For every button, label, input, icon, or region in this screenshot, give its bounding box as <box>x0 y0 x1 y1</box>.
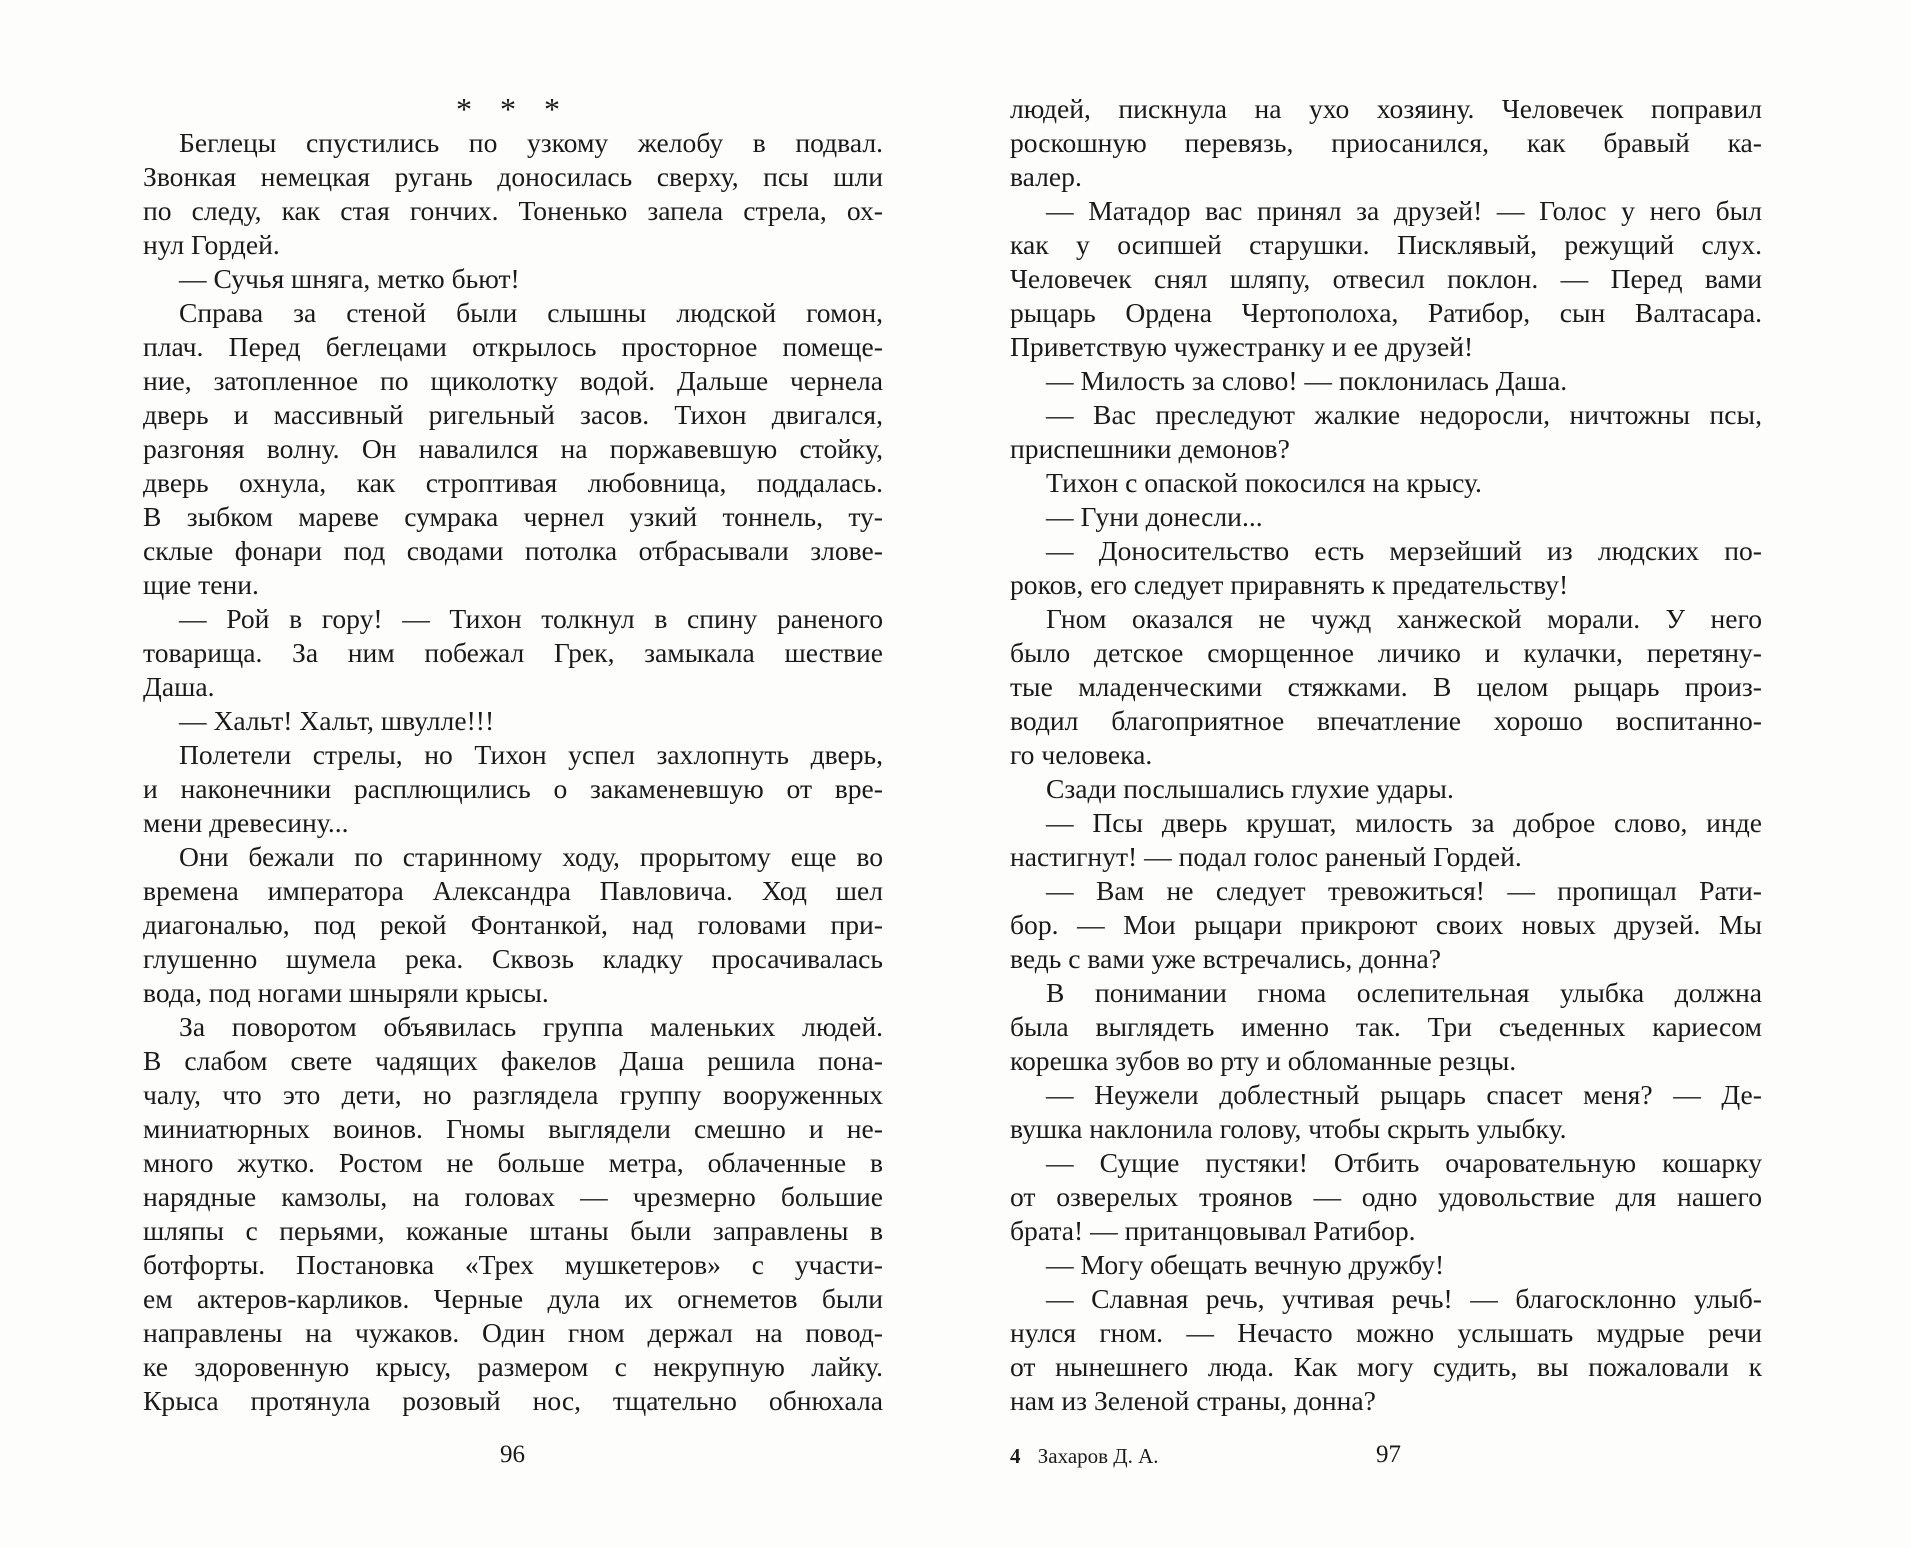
text-line: бор. — Мои рыцари прикроют своих новых друзей. Мы <box>1010 909 1762 940</box>
text-line: было детское сморщенное личико и кулачки, перетяну- <box>1010 637 1762 668</box>
text-line: В понимании гнома ослепительная улыбка должна <box>1046 977 1762 1008</box>
text-line: по следу, как стая гончих. Тоненько запела стрела, ох- <box>143 195 883 226</box>
text-line: шляпы с перьями, кожаные штаны были заправлены в <box>143 1215 883 1246</box>
text-line: — Сучья шняга, метко бьют! <box>179 263 520 294</box>
text-line: мени древесину... <box>143 807 349 838</box>
text-line: — Неужели доблестный рыцарь спасет меня? — Де- <box>1046 1079 1762 1110</box>
text-line: роков, его следует приравнять к предательству! <box>1010 569 1569 600</box>
text-line: Беглецы спустились по узкому желобу в подвал. <box>179 127 883 158</box>
text-line: нул Гордей. <box>143 229 280 260</box>
text-line: Они бежали по старинному ходу, прорытому еще во <box>179 841 883 872</box>
text-line: Человечек снял шляпу, отвесил поклон. — Перед вами <box>1010 263 1762 294</box>
text-line: времена императора Александра Павловича. Ход шел <box>143 875 883 906</box>
text-line: от озверелых троянов — одно удовольствие для нашего <box>1010 1181 1762 1212</box>
text-line: щие тени. <box>143 569 259 600</box>
text-line: — Матадор вас принял за друзей! — Голос у него был <box>1046 195 1762 226</box>
text-line: го человека. <box>1010 739 1153 770</box>
text-line: — Доносительство есть мерзейший из людских по- <box>1046 535 1762 566</box>
text-line: от нынешнего люда. Как могу судить, вы пожаловали к <box>1010 1351 1762 1382</box>
page-number-right: 97 <box>1376 1441 1401 1468</box>
text-line: товарища. За ним побежал Грек, замыкала шествие <box>143 637 883 668</box>
text-line: В слабом свете чадящих факелов Даша решила пона- <box>143 1045 883 1076</box>
text-line: Полетели стрелы, но Тихон успел захлопнуть дверь, <box>179 739 883 770</box>
text-line: разгоняя волну. Он навалился на поржавевшую стойку, <box>143 433 883 464</box>
text-line: и наконечники расплющились о закаменевшую от вре- <box>143 773 883 804</box>
text-line: ке здоровенную крысу, размером с некрупную лайку. <box>143 1351 883 1382</box>
text-line: брата! — пританцовывал Ратибор. <box>1010 1215 1416 1246</box>
text-line: ведь с вами уже встречались, донна? <box>1010 943 1442 974</box>
page-number-left: 96 <box>500 1441 525 1468</box>
text-line: Сзади послышались глухие удары. <box>1046 773 1454 804</box>
text-line: глушенно шумела река. Сквозь кладку просачивалась <box>143 943 883 974</box>
text-line: Приветствую чужестранку и ее друзей! <box>1010 331 1474 362</box>
text-line: — Милость за слово! — поклонилась Даша. <box>1046 365 1568 396</box>
text-line: диагональю, под рекой Фонтанкой, над головами при- <box>143 909 883 940</box>
text-line: чалу, что это дети, но разглядела группу вооруженных <box>143 1079 883 1110</box>
text-line: много жутко. Ростом не больше метра, облаченные в <box>143 1147 883 1178</box>
right-page-text <box>1010 92 1762 1418</box>
text-line: — Псы дверь крушат, милость за доброе слово, инде <box>1046 807 1762 838</box>
text-line: приспешники демонов? <box>1010 433 1290 464</box>
text-line: Справа за стеной были слышны людской гомон, <box>179 297 883 328</box>
text-line: водил благоприятное впечатление хорошо воспитанно- <box>1010 705 1762 736</box>
text-line: людей, пискнула на ухо хозяину. Человечек поправил <box>1010 93 1762 124</box>
text-line: плач. Перед беглецами открылось просторное помеще- <box>143 331 883 362</box>
text-line: Крыса протянула розовый нос, тщательно обнюхала <box>143 1385 883 1416</box>
signature-number: 4 <box>1010 1444 1021 1468</box>
text-line: — Хальт! Хальт, швулле!!! <box>179 705 495 736</box>
text-line: настигнут! — подал голос раненый Гордей. <box>1010 841 1522 872</box>
text-line: нарядные камзолы, на головах — чрезмерно большие <box>143 1181 883 1212</box>
text-line: направлены на чужаков. Один гном держал на повод- <box>143 1317 883 1348</box>
text-line: — Вам не следует тревожиться! — пропищал Рати- <box>1046 875 1762 906</box>
text-line: В зыбком мареве сумрака чернел узкий тоннель, ту- <box>143 501 883 532</box>
section-separator: * * * <box>456 91 570 127</box>
text-line: тые младенческими стяжками. В целом рыцарь произ- <box>1010 671 1762 702</box>
text-line: склые фонари под сводами потолка отбрасывали злове- <box>143 535 883 566</box>
text-line: рыцарь Ордена Чертополоха, Ратибор, сын Валтасара. <box>1010 297 1762 328</box>
text-line: Даша. <box>143 671 215 702</box>
printer-signature <box>1010 1442 1159 1470</box>
text-line: — Могу обещать вечную дружбу! <box>1046 1249 1445 1280</box>
left-page-text <box>143 126 883 1418</box>
text-line: как у осипшей старушки. Писклявый, режущий слух. <box>1010 229 1762 260</box>
text-line: дверь и массивный ригельный засов. Тихон двигался, <box>143 399 883 430</box>
text-line: Тихон с опаской покосился на крысу. <box>1046 467 1482 498</box>
text-line: миниатюрных воинов. Гномы выглядели смешно и не- <box>143 1113 883 1144</box>
text-line: — Сущие пустяки! Отбить очаровательную кошарку <box>1046 1147 1762 1178</box>
text-line: За поворотом объявилась группа маленьких людей. <box>179 1011 883 1042</box>
text-line: нам из Зеленой страны, донна? <box>1010 1385 1376 1416</box>
text-line: ем актеров-карликов. Черные дула их огнеметов были <box>143 1283 883 1314</box>
text-line: ботфорты. Постановка «Трех мушкетеров» с участи- <box>143 1249 883 1280</box>
text-line: роскошную перевязь, приосанился, как бравый ка- <box>1010 127 1762 158</box>
text-line: — Рой в гору! — Тихон толкнул в спину раненого <box>179 603 883 634</box>
text-line: корешка зубов во рту и обломанные резцы. <box>1010 1045 1517 1076</box>
text-line: Звонкая немецкая ругань доносилась сверху, псы шли <box>143 161 883 192</box>
text-line: вушка наклонила голову, чтобы скрыть улыбку. <box>1010 1113 1567 1144</box>
text-line: ние, затопленное по щиколотку водой. Дальше чернела <box>143 365 883 396</box>
text-line: нулся гном. — Нечасто можно услышать мудрые речи <box>1010 1317 1762 1348</box>
text-line: — Гуни донесли... <box>1046 501 1263 532</box>
text-line: — Славная речь, учтивая речь! — благосклонно улыб- <box>1046 1283 1762 1314</box>
text-line: валер. <box>1010 161 1082 192</box>
text-line: Гном оказался не чужд ханжеской морали. У него <box>1046 603 1762 634</box>
signature-author: Захаров Д. А. <box>1037 1444 1159 1468</box>
text-line: вода, под ногами шныряли крысы. <box>143 977 549 1008</box>
text-line: — Вас преследуют жалкие недоросли, ничтожны псы, <box>1046 399 1762 430</box>
text-line: дверь охнула, как строптивая любовница, поддалась. <box>143 467 883 498</box>
text-line: была выглядеть именно так. Три съеденных кариесом <box>1010 1011 1762 1042</box>
